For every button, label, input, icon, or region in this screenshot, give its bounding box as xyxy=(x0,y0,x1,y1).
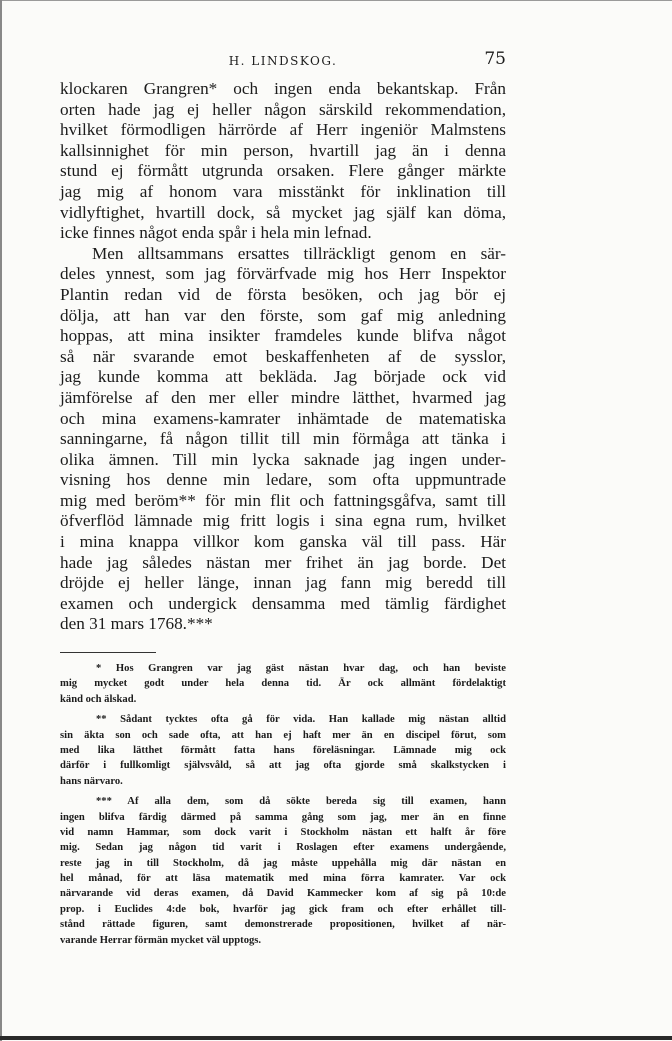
body-line: Plantin redan vid de första besöken, och jag bör ej xyxy=(60,284,506,304)
body-line: mig med beröm** för min flit och fattningsgåfva, samt till xyxy=(60,490,506,510)
footnote-line: hel månad, för att läsa matematik med mina förra kamrater. Var ock xyxy=(60,873,506,885)
footnote-line: varande Herrar förmän mycket väl upptogs. xyxy=(60,934,262,946)
footnote-line: ** Sådant tycktes ofta gå för vida. Han kallade mig nästan alltid xyxy=(96,714,506,726)
footnote-line: närvarande vid deras examen, då David Kammecker kom af sig på 10:de xyxy=(60,888,506,900)
body-line: vidlyftighet, hvartill dock, så mycket jag själf kan döma, xyxy=(60,202,506,222)
footnote-line: hans närvaro. xyxy=(60,775,123,787)
body-line: kallsinnighet för min person, hvartill jag än i denna xyxy=(60,140,506,160)
footnote-line: * Hos Grangren var jag gäst nästan hvar dag, och han beviste xyxy=(96,663,506,674)
footnote-line: *** Af alla dem, som då sökte bereda sig till examen, hann xyxy=(96,796,506,808)
footnote-line: mig. Sedan jag någon tid varit i Roslagen efter examens undergående, xyxy=(60,842,506,854)
body-line: icke finnes något enda spår i hela min lefnad. xyxy=(60,223,372,243)
footnote-line: med lika lätthet förmått fatta hans föreläsningar. Lämnade mig ock xyxy=(60,744,506,756)
body-line: i mina knappa villkor kom ganska väl till pass. Här xyxy=(60,532,506,552)
body-line: hade jag således nästan mer frihet än jag borde. Det xyxy=(60,552,506,572)
footnote-line: reste jag in till Stockholm, då jag måste uppehålla mig där nästan en xyxy=(60,857,506,869)
body-line: klockaren Grangren* och ingen enda bekantskap. Från xyxy=(60,79,506,98)
body-line: visning hos denne min ledare, som ofta uppmuntrade xyxy=(60,470,506,490)
body-line: hvilket förmodligen härrörde af Herr ingeniör Malmstens xyxy=(60,120,506,140)
footnote-line: känd och älskad. xyxy=(60,693,137,705)
body-line: sanningarne, få någon tillit till min förmåga att tänka i xyxy=(60,429,506,449)
footnote xyxy=(60,794,506,948)
running-head: H. LINDSKOG. xyxy=(228,54,338,68)
body-line: stund ej förmått utgrunda orsaken. Flere gånger märkte xyxy=(60,161,506,181)
footnote-line: stånd rättade figuren, samt demonstrerade propositionen, hvilket af när- xyxy=(60,919,506,931)
page-bottom-edge xyxy=(0,1036,672,1040)
footnote-line: sin äkta son och sade ofta, att han ej haft mer än en discipel förut, som xyxy=(60,729,506,741)
body-line: jag mig af honom vara misstänkt för inklination till xyxy=(60,181,506,201)
footnote-line: därför i fullkomligt självsvåld, så att jag ofta gjorde små skalkstycken i xyxy=(60,760,506,772)
body-line: dröjde ej heller länge, innan jag fann mig beredd till xyxy=(60,573,506,593)
body-line: och mina examens-kamrater inhämtade de matematiska xyxy=(60,408,506,428)
footnote-line: ingen blifva färdig därmed på samma gång som jag, mer än en finne xyxy=(60,811,506,823)
footnote xyxy=(60,712,506,789)
footnote xyxy=(60,661,506,707)
body-line: olika ämnen. Till min lycka saknade jag ingen under- xyxy=(60,449,506,469)
page-top-edge xyxy=(0,0,672,1)
footnote-line: prop. i Euclides 4:de bok, hvarför jag gick fram och efter erhållet till- xyxy=(60,903,506,915)
body-line: examen och undergick densamma med tämlig färdighet xyxy=(60,593,506,613)
body-line: jämförelse af den mer eller mindre lätthet, hvarmed jag xyxy=(60,387,506,407)
body-line: den 31 mars 1768.*** xyxy=(60,614,213,634)
footnote-line: vid namn Hammar, som dock varit i Stockholm nästan ett halft år före xyxy=(60,826,506,838)
body-line: Men alltsammans ersattes tillräckligt genom en sär- xyxy=(92,243,506,263)
page-header xyxy=(60,51,506,71)
footnote-separator xyxy=(60,652,156,653)
body-line: orten hade jag ej heller någon särskild rekommendation, xyxy=(60,99,506,119)
body-line: jag kunde komma att bekläda. Jag började ock vid xyxy=(60,367,506,387)
body-line: hoppas, att mina insikter framdeles kunde blifva något xyxy=(60,326,506,346)
page-left-edge xyxy=(0,0,2,1041)
footnotes xyxy=(60,661,506,948)
page-number: 75 xyxy=(484,49,506,69)
body-text xyxy=(60,79,506,635)
body-line: öfverflöd lämnade mig fritt logis i sina egna rum, hvilket xyxy=(60,511,506,531)
body-line: deles ynnest, som jag förvärfvade mig hos Herr Inspektor xyxy=(60,264,506,284)
body-line: så när svarande emot beskaffenheten af de sysslor, xyxy=(60,346,506,366)
body-line: dölja, att han var den förste, som gaf mig anledning xyxy=(60,305,506,325)
footnote-line: mig mycket godt under hela denna tid. Är ock allmänt fördelaktigt xyxy=(60,678,506,690)
